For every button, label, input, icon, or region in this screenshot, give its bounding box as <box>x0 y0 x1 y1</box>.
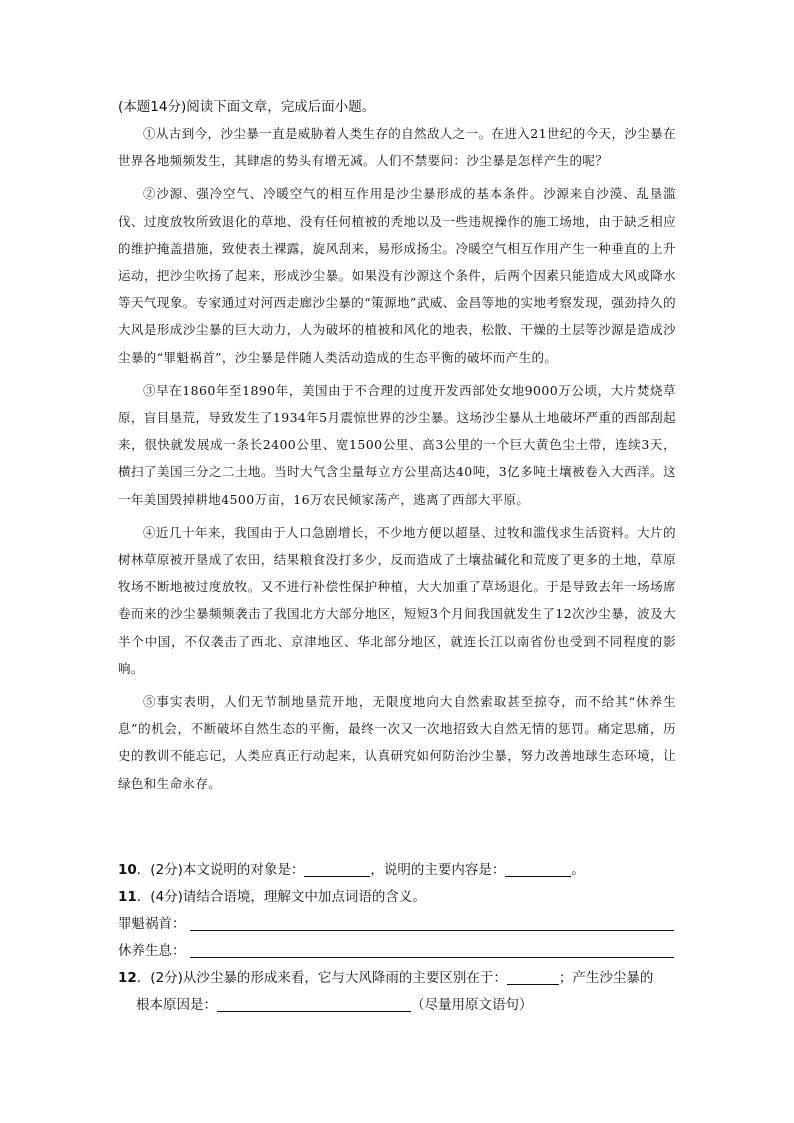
question-text: ．(4分)请结合语境，理解文中加点词语的含义。 <box>136 889 426 905</box>
paragraph-2: ②沙源、强冷空气、冷暖空气的相互作用是沙尘暴形成的基本条件。沙源来自沙漠、乱垦滥伐、过度放牧所致退化的草地、没有任何植被的秃地以及一些违规操作的施工场地，由于缺乏相应的维护掩盖措施，致使表土裸露，旋风刮来，易形成扬尘。冷暖空气相互作用产生一种垂直的上升运动，把沙尘吹扬了起来，形成沙尘暴。如果没有沙源这个条件，后两个因素只能造成大风或降水等天气现象。专家通过对河西走廊沙尘暴的“策源地”武威、金昌等地的实地考察发现，强劲持久的大风是形成沙尘暴的巨大动力，人为破坏的植被和风化的地表，松散、干燥的土层等沙源是造成沙尘暴的“罪魁祸首”，沙尘暴是伴随人类活动造成的生态平衡的破坏而产生的。 <box>118 186 676 365</box>
paragraph-5: ⑤事实表明，人们无节制地垦荒开地，无限度地向大自然索取甚至掠夺，而不给其“休养生息”的机会，不断破坏自然生态的平衡，最终一次又一次地招致大自然无情的惩罚。痛定思痛，历史的教训不能忘记，人类应真正行动起来，认真研究如何防治沙尘暴，努力改善地球生态环境，让绿色和生命永存。 <box>118 694 676 791</box>
question-12 <box>118 965 678 992</box>
answer-blank[interactable] <box>304 860 370 877</box>
answer-line[interactable] <box>190 957 674 958</box>
question-11-term-2 <box>118 938 678 965</box>
article-body <box>118 120 676 803</box>
paragraph-3: ③早在1860年至1890年，美国由于不合理的过度开发西部处女地9000万公顷，大片焚烧草原，盲目垦荒，导致发生了1934年5月震惊世界的沙尘暴。这场沙尘暴从土地破坏严重的西部刮起来，很快就发展成一条长2400公里、宽1500公里、高3公里的一个巨大黄色尘土带，连续3天，横扫了美国三分之二土地。当时大气含尘量每立方公里高达40吨，3亿多吨土壤被卷入大西洋。这一年美国毁掉耕地4500万亩，16万农民倾家荡产，逃离了西部大平原。 <box>118 382 676 507</box>
question-text: ；产生沙尘暴的 <box>558 970 654 986</box>
question-number: 11 <box>118 889 137 905</box>
answer-blank[interactable] <box>217 995 411 1012</box>
question-text: ，说明的主要内容是： <box>370 862 506 878</box>
paragraph-4: ④近几十年来，我国由于人口急剧增长，不少地方便以超垦、过牧和滥伐求生活资料。大片的树林草原被开垦成了农田，结果粮食没打多少，反而造成了土壤盐碱化和荒废了更多的土地，草原牧场不断地被过度放牧。又不进行补偿性保护种植，大大加重了草场退化。于是导致去年一场场席卷而来的沙尘暴频频袭击了我国北方大部分地区，短短3个月间我国就发生了12次沙尘暴，波及大半个中国，不仅袭击了西北、京津地区、华北部分地区，就连长江以南省份也受到不同程度的影响。 <box>118 524 676 676</box>
question-number: 12 <box>118 970 137 986</box>
question-11 <box>118 884 678 911</box>
question-12-continued <box>118 992 678 1019</box>
term-label: 休养生息： <box>118 943 186 959</box>
question-text: 。 <box>571 862 585 878</box>
question-10 <box>118 857 678 884</box>
answer-blank[interactable] <box>507 968 559 985</box>
question-note: （尽量用原文语句） <box>411 997 533 1013</box>
answer-blank[interactable] <box>505 860 571 877</box>
term-label: 罪魁祸首： <box>118 916 186 932</box>
questions-section <box>118 857 678 1019</box>
question-number: 10 <box>118 862 137 878</box>
question-11-term-1 <box>118 911 678 938</box>
answer-line[interactable] <box>190 930 674 931</box>
section-intro: (本题14分)阅读下面文章，完成后面小题。 <box>118 99 376 115</box>
paragraph-1: ①从古到今，沙尘暴一直是威胁着人类生存的自然敌人之一。在进入21世纪的今天，沙尘暴在世界各地频频发生，其肆虐的势头有增无减。人们不禁要问：沙尘暴是怎样产生的呢？ <box>118 126 676 169</box>
question-text: ．(2分)本文说明的对象是： <box>136 862 305 878</box>
question-text: ．(2分)从沙尘暴的形成来看，它与大风降雨的主要区别在于： <box>136 970 507 986</box>
question-text: 根本原因是： <box>136 997 217 1013</box>
